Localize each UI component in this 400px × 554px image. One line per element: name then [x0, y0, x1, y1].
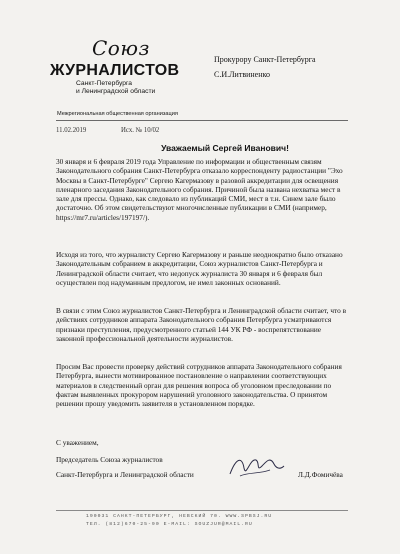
signer-title-line-2: Санкт-Петербурга и Ленинградской области — [56, 470, 194, 479]
union-logo — [48, 38, 198, 96]
footer-divider — [56, 510, 348, 511]
signer-name: Л.Д.Фомичёва — [298, 470, 343, 479]
signer-title-line-1: Председатель Союза журналистов — [56, 455, 163, 464]
handwritten-signature — [226, 450, 286, 482]
recipient-line-1: Прокурору Санкт-Петербурга — [214, 55, 316, 64]
recipient-line-2: С.И.Литвиненко — [214, 70, 270, 79]
logo-subtitle-2: и Ленинградской области — [76, 88, 156, 95]
logo-script-text: Союз — [92, 36, 150, 60]
letter-date: 11.02.2019 — [56, 127, 87, 134]
logo-main-text: ЖУРНАЛИСТОВ — [50, 62, 180, 79]
body-paragraph-1: 30 января и 6 февраля 2019 года Управление по информации и общественным связям Законодательного собрания Санкт-Петербурга отказало корреспонденту радиостанции "Эхо Москвы в Санкт-Петербурге" Сергею Кагермазову в разовой аккредитации для освещения пленарного заседания Законодательного собрания. Причиной была названа нехватка мест в зале для прессы. Однако, как следовало из публикаций СМИ, мест в т.н. Синем зале было достаточно. Об этом свидетельствуют многочисленные публикации в СМИ (например, https://mr7.ru/articles/197197/). — [56, 157, 343, 222]
footer-address: 190031 САНКТ-ПЕТЕРБУРГ, НЕВСКИЙ 70. WWW.SPBSJ.RU — [86, 514, 273, 519]
closing-regards: С уважением, — [56, 438, 99, 447]
organization-type: Межрегиональная общественная организация — [57, 111, 178, 117]
outgoing-number: Исх. № 10/02 — [121, 127, 160, 134]
header-divider — [56, 120, 348, 121]
body-paragraph-4: Просим Вас провести проверку действий сотрудников аппарата Законодательного собрания Петербурга, вынести мотивированное постановление о направлении соответствующих материалов в следственный орган для решения вопроса об уголовном преследовании по фактам выявленных прокурором нарушений уголовного законодательства. О принятом решении прошу уведомить заявителя в установленном порядке. — [56, 362, 342, 409]
salutation: Уважаемый Сергей Иванович! — [161, 143, 289, 153]
body-paragraph-2: Исходя из того, что журналисту Сергею Кагермазову и раньше неоднократно было отказано Законодательным собранием в аккредитации, Союз журналистов Санкт-Петербурга и Ленинградской области считает, что недопуск журналиста 30 января и 6 февраля был осуществлен под надуманным предлогом, не имел законных оснований. — [56, 250, 343, 287]
logo-subtitle-1: Санкт-Петербурга — [76, 80, 133, 87]
footer-contacts: ТЕЛ. (812)670-25-90 E-MAIL: SOUZJUR@MAIL.RU — [86, 522, 253, 527]
body-paragraph-3: В связи с этим Союз журналистов Санкт-Петербурга и Ленинградской области считает, что в действиях сотрудников аппарата Законодательного собрания Петербурга усматриваются признаки преступления, предусмотренного статьей 144 УК РФ - воспрепятствование законной профессиональной деятельности журналистов. — [56, 306, 347, 343]
